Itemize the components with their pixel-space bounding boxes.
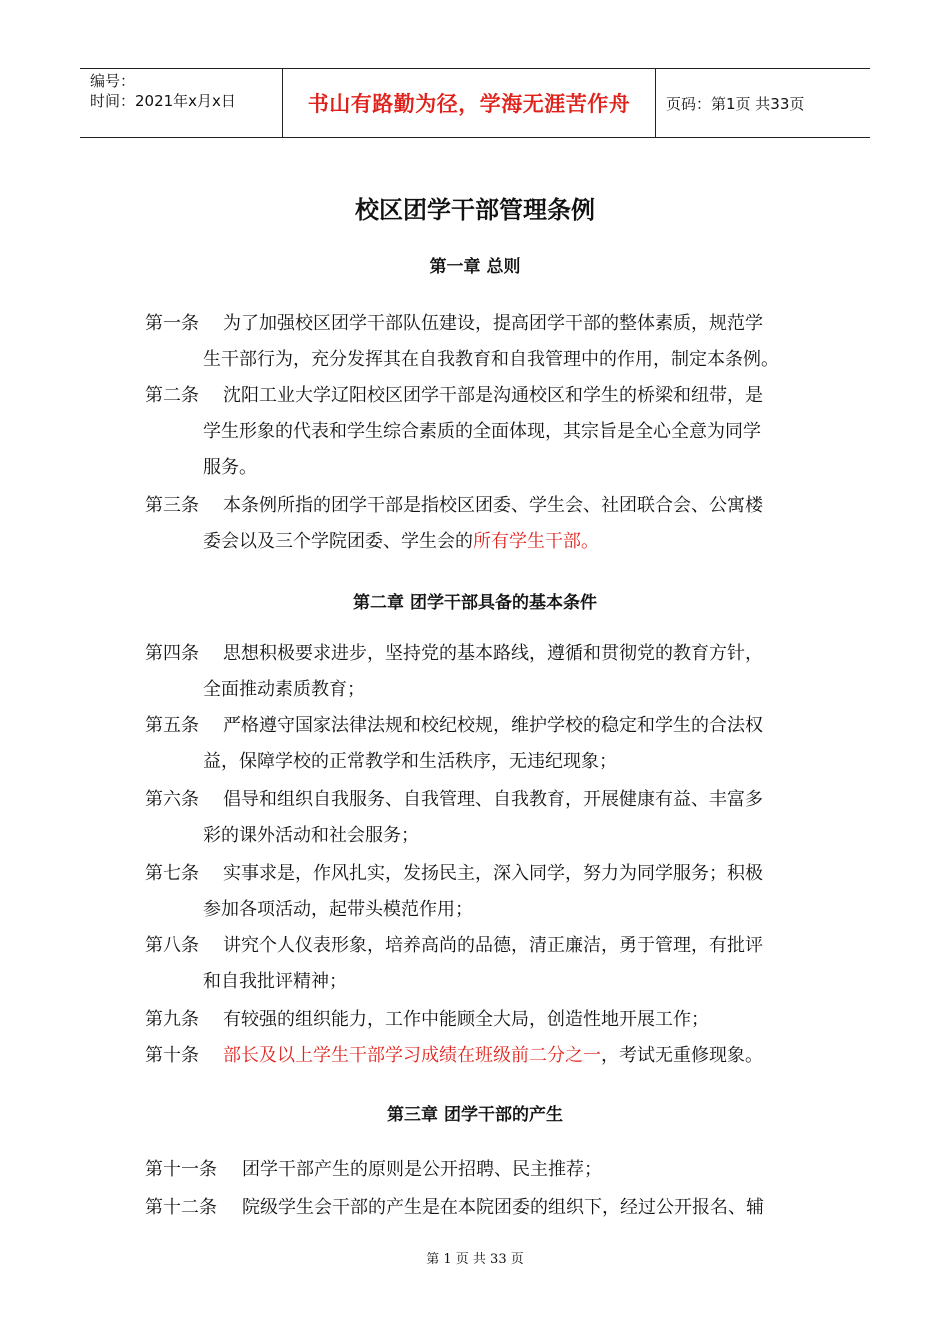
article-line: 彩的课外活动和社会服务；	[203, 825, 419, 846]
article-line: 沈阳工业大学辽阳校区团学干部是沟通校区和学生的桥梁和纽带，是	[223, 385, 763, 406]
article-line: 院级学生会干部的产生是在本院团委的组织下，经过公开报名、辅	[242, 1197, 764, 1218]
article-line: 服务。	[203, 457, 257, 478]
article-7	[145, 856, 815, 928]
header-page-cell	[656, 69, 870, 137]
article-number: 第三条	[145, 495, 199, 516]
article-line: 讲究个人仪表形象，培养高尚的品德，清正廉洁，勇于管理，有批评	[223, 935, 763, 956]
article-number: 第七条	[145, 863, 199, 884]
article-4	[145, 636, 815, 708]
serial-label: 编号：	[90, 72, 136, 90]
article-11	[145, 1152, 815, 1188]
article-line-text: ，考试无重修现象。	[601, 1045, 763, 1066]
article-number: 第九条	[145, 1009, 199, 1030]
chapter-heading-2: 第二章 团学干部具备的基本条件	[353, 593, 597, 613]
document-title: 校区团学干部管理条例	[355, 196, 595, 224]
article-1	[145, 306, 815, 378]
chapter-heading-1: 第一章 总则	[429, 257, 521, 277]
article-line-with-red	[203, 524, 599, 560]
article-number: 第一条	[145, 313, 199, 334]
article-line: 团学干部产生的原则是公开招聘、民主推荐；	[242, 1159, 602, 1180]
article-9	[145, 1002, 815, 1038]
article-12	[145, 1190, 815, 1226]
page-info: 页码：第1页 共33页	[666, 94, 805, 113]
article-line: 益，保障学校的正常教学和生活秩序，无违纪现象；	[203, 751, 617, 772]
article-line: 参加各项活动，起带头模范作用；	[203, 899, 473, 920]
motto-text: 书山有路勤为径，学海无涯苦作舟	[307, 92, 631, 116]
article-number: 第十一条	[145, 1159, 217, 1180]
article-line: 全面推动素质教育；	[203, 679, 365, 700]
article-line: 本条例所指的团学干部是指校区团委、学生会、社团联合会、公寓楼	[223, 495, 763, 516]
article-number: 第十条	[145, 1045, 199, 1066]
article-line-with-red	[223, 1038, 763, 1074]
page-footer: 第 1 页 共 33 页	[426, 1252, 524, 1267]
article-5	[145, 708, 815, 780]
chapter-heading-3: 第三章 团学干部的产生	[387, 1105, 563, 1125]
article-6	[145, 782, 815, 854]
article-line: 实事求是，作风扎实，发扬民主，深入同学，努力为同学服务；积极	[223, 863, 763, 884]
highlighted-text: 部长及以上学生干部学习成绩在班级前二分之一	[223, 1045, 601, 1066]
article-line: 严格遵守国家法律法规和校纪校规，维护学校的稳定和学生的合法权	[223, 715, 763, 736]
article-number: 第八条	[145, 935, 199, 956]
article-line: 思想积极要求进步，坚持党的基本路线，遵循和贯彻党的教育方针，	[223, 643, 763, 664]
article-line: 学生形象的代表和学生综合素质的全面体现，其宗旨是全心全意为同学	[203, 421, 761, 442]
header-motto-cell	[282, 69, 656, 137]
article-line: 倡导和组织自我服务、自我管理、自我教育，开展健康有益、丰富多	[223, 789, 763, 810]
article-line-text: 委会以及三个学院团委、学生会的	[203, 531, 473, 552]
article-8	[145, 928, 815, 1000]
header-table	[80, 68, 870, 138]
article-line: 有较强的组织能力，工作中能顾全大局，创造性地开展工作；	[223, 1009, 709, 1030]
article-line: 和自我批评精神；	[203, 971, 347, 992]
header-left-cell	[80, 69, 282, 137]
article-3	[145, 488, 815, 560]
article-number: 第十二条	[145, 1197, 217, 1218]
article-number: 第四条	[145, 643, 199, 664]
highlighted-text: 所有学生干部。	[473, 531, 599, 552]
article-line: 生干部行为，充分发挥其在自我教育和自我管理中的作用，制定本条例。	[203, 349, 779, 370]
article-2	[145, 378, 815, 486]
article-number: 第六条	[145, 789, 199, 810]
article-line: 为了加强校区团学干部队伍建设，提高团学干部的整体素质，规范学	[223, 313, 763, 334]
article-10	[145, 1038, 815, 1074]
article-number: 第二条	[145, 385, 199, 406]
time-label: 时间：2021年x月x日	[90, 92, 236, 110]
article-number: 第五条	[145, 715, 199, 736]
